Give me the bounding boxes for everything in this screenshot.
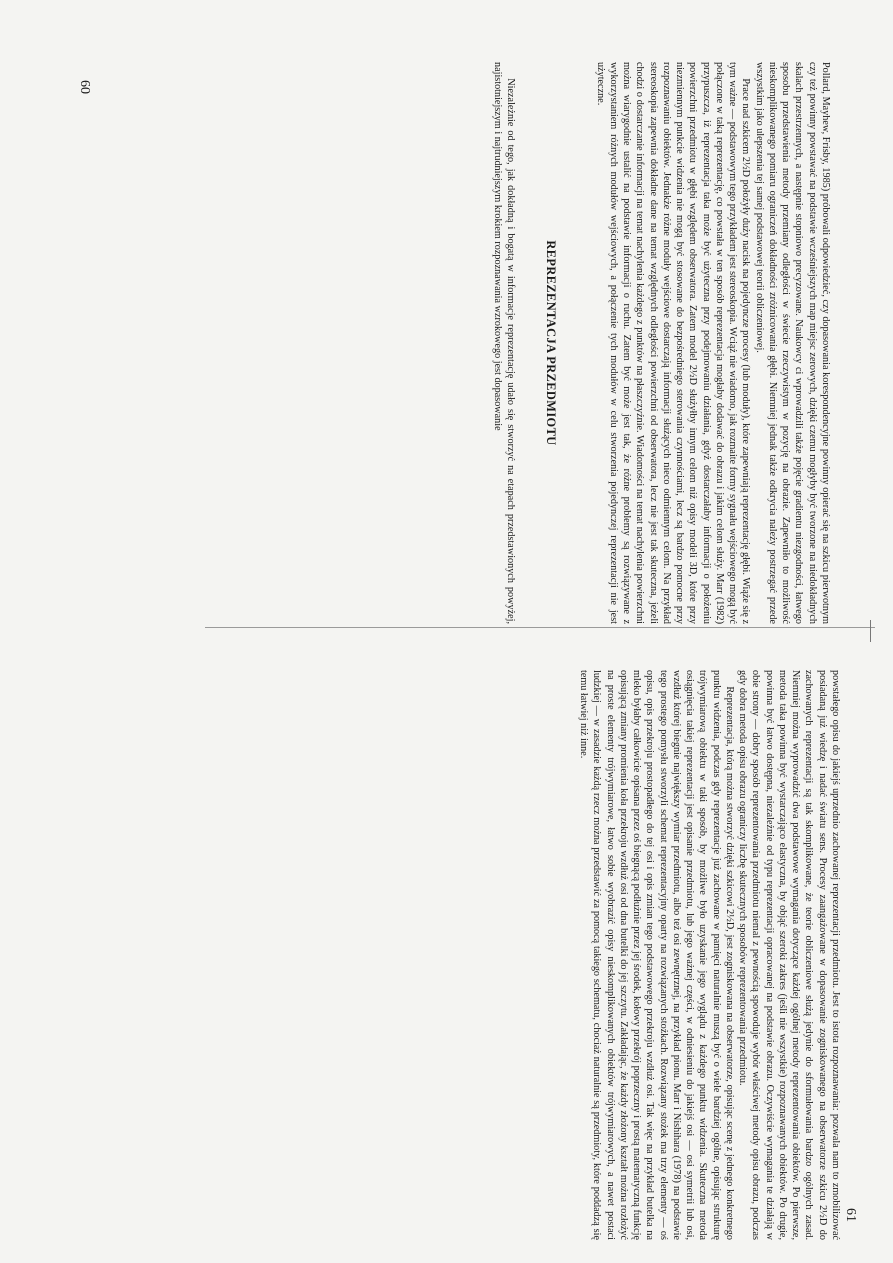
gutter-mark [870, 620, 871, 642]
paragraph: powstałego opisu do jakiejś uprzednio zachowanej reprezentacji przedmiotu. Jest to istota rozpoznawania: pozwala nam to zmobilizować posiadaną już wiedzę i nadać światu sens. Procesy zaangażowane w dopasowanie zogniskowanego na obserwatorze szkicu 2½D do zachowanych reprezentacji są tak skomplikowane, że teorie obliczeniowe służą jedynie do sformułowania bardzo ogólnych zasad. Niemniej można wyprowadzić dwa podstawowe wymagania dotyczące każdej ogólnej metody reprezentowania obiektów. Po pierwsze, metoda taka powinna być wystarczająco elastyczna, by objąć szeroki zakres (jeśli nie wszystkie) rozpoznawanych obiektów. Po drugie, powinna być łatwo dostępna, niezależnie od typu reprezentacji opracowanej na podstawie obrazu. Oczywiście wymagania te działają w obie strony — dobry sposób reprezentowania przedmiotu niemal z pewnością spowoduje wybór właściwej metody opisu obrazu, podczas gdy dobra metoda opisu obrazu ograniczy liczbę skutecznych sposobów reprezentowania przedmiotu. [737, 670, 841, 1240]
section-heading: REPREZENTACJA PRZEDMIOTU [544, 240, 559, 446]
paragraph: Pollard, Mayhew, Frisby, 1985) próbowali odpowiedzieć, czy dopasowania korespondencyjne powinny opierać się na szkicu pierwotnym czy też powinny powstawać na podstawie wcześniejszych map miejsc zerowych, dzięki czemu mogłyby być tworzone na niedokładnych skalach przestrzennych, a następnie stopniowo precyzowane. Naukowcy ci wprowadzili także pojęcie gradientu niezgodności, łatwego sposobu przedstawienia metody przemiany odległości w świecie rzeczywistym w pozycję na obrazie. Zapewniło to możliwość nieskomplikowanego pomiaru ograniczeń dokładności zróżnicowania głębi. Niemniej jednak także odkrycia należy postrzegać przede wszystkim jako ulepszenia tej samej podstawowej teorii obliczeniowej. [753, 62, 831, 624]
paragraph: Reprezentacja, którą można stworzyć dzięki szkicowi 2½D, jest zogniskowana na obserwatorze, opisując scenę z jednego konkretnego punktu widzenia, podczas gdy reprezentacje już zachowane w pamięci naturalnie muszą być o wiele bardziej ogólne, opisując strukturę trójwymiarową obiektu w taki sposób, by możliwe było uzyskanie jego wyglądu z każdego punktu widzenia. Skuteczna metoda osiągnięcia takiej reprezentacji jest opisanie przedmiotu, lub jego ważnej części, w odniesieniu do jakiejś osi — osi symetrii lub osi, wzdłuż której biegnie największy wymiar przedmiotu, albo też osi zewnętrznej, na przykład pionu. Marr i Nishihara (1978) na podstawie tego prostego pomysłu stworzyli schemat reprezentacyjny oparty na rozwiązanych stożkach. Rozwiązany stożek ma trzy elementy — oś opisu, opis przekroju prostopadłego do tej osi i opis zmian tego podstawowego przekroju wzdłuż osi. Tak więc na przykład butelka na mleko byłaby całkowicie opisana przez oś biegnącą podłużnie przez jej środek, kołowy przekrój poprzeczny i prostą matematyczną funkcję opisującą zmiany promienia koła przekroju wzdłuż osi od dna butelki do jej szczytu. Zakładając, że każdy złożony kształt można rozłożyć na proste elementy trójwymiarowe, łatwo sobie wyobrazić opisy nieskomplikowanych obiektów trójwymiarowych, a nawet postaci ludzkiej — w zasadzie każdą rzecz można przedstawić za pomocą takiego schematu, chociaż naturalnie są przedmioty, które poddadzą się temu łatwiej niż inne. [578, 670, 735, 1240]
gutter-line [205, 627, 875, 628]
paragraph: Prace nad szkicem 2½D położyły duży nacisk na pojedyncze procesy (lub moduły), które zapewniają reprezentację głębi. Wiąże się z tym ważne — podstawowym tego przykładem jest stereoskopia. Wciąż nie wiadomo, jak rozmaite formy sygnału wejściowego mogą być połączone w taką reprezentację, co powstała w ten sposób reprezentacja mogłaby dodawać do obrazu i jakim celom służy. Marr (1982) przypuszcza, iż reprezentacja taka może być użyteczna przy podejmowaniu działania, gdyż dostarczałaby informacji o położeniu powierzchni przedmiotu w głębi względem obserwatora. Zatem model 2½D służyłby innym celom niż opisy modeli 3D, które przy niezmiennym punkcie widzenia nie mogą być stosowane do bezpośredniego sterowania czynnościami, lecz są bardzo pomocne przy rozpoznawaniu obiektów. Jednakże różne moduły wejściowe dostarczają informacji służących nieco odmiennym celom. Na przykład stereoskopia zapewnia dokładne dane na temat względnych odległości powierzchni od obserwatora, lecz nie jest tak skuteczna, jeżeli chodzi o dostarczanie informacji na temat nachylenia każdego z punktów na płaszczyźnie. Wiadomości na temat nachylenia powierzchni można wiarygodnie ustalić na podstawie informacji o ruchu. Zatem być może jest tak, że różne problemy są rozwiązywane z wykorzystaniem różnych modułów wejściowych, a połączenie tych modułów w celu stworzenia pojedynczej reprezentacji nie jest użyteczne. [594, 62, 752, 624]
page-61-text-column [577, 670, 842, 1240]
page-number-61: 61 [843, 1208, 858, 1222]
page-number-60: 60 [77, 80, 92, 94]
page-60-text-column [491, 62, 832, 624]
paragraph: Niezależnie od tego, jak dokładną i bogatą w informacje reprezentację udało się stworzyć na etapach przedstawionych powyżej, najistotniejszym i najtrudniejszym krokiem rozpoznawania wzrokowego jest dopasowanie [492, 62, 517, 624]
